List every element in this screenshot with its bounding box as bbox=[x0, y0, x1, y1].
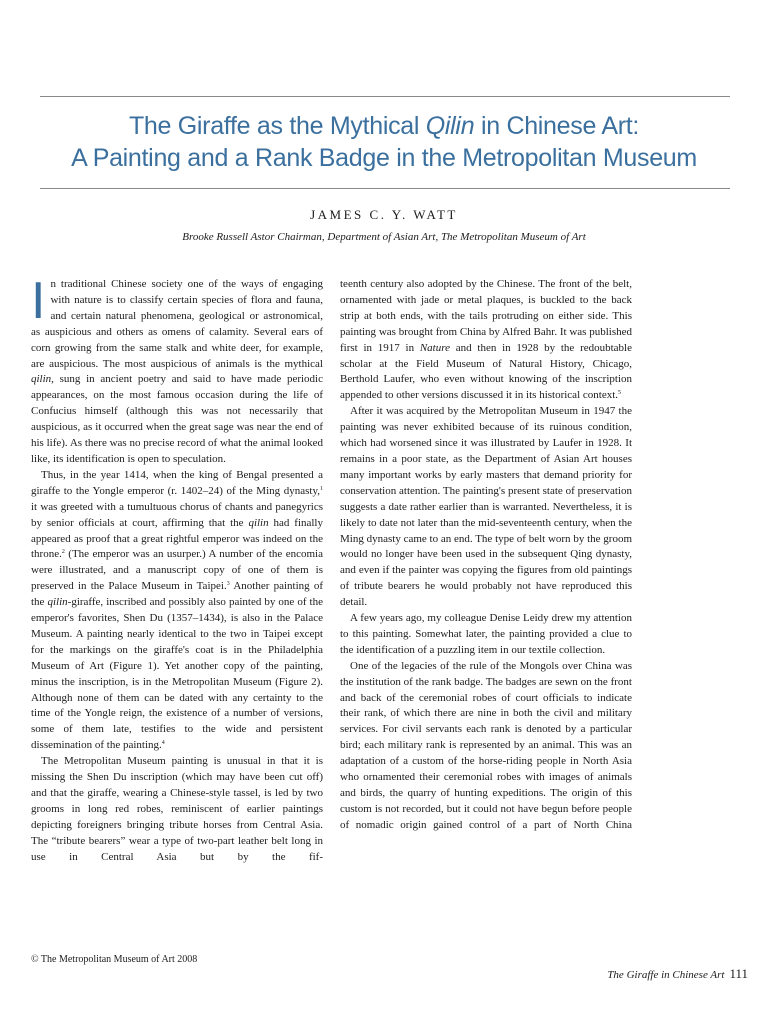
text: Another painting of the bbox=[31, 580, 324, 609]
paragraph: A few years ago, my colleague Denise Leidy drew my attention to this painting. Somewhat later, the painting provided a clue to the identification of a puzzling item in our textile collection. bbox=[340, 612, 632, 656]
paragraph bbox=[31, 272, 323, 468]
text: n traditional Chinese society one of the ways of engaging with nature is to classify certain species of flora and fauna, and certain natural phenomena, geological or astronomical, as auspicious and others as omens of calamity. Several ears of corn growing from the same stalk and white deer, for example, are auspicious. The most auspicious of animals is the mythical bbox=[31, 278, 323, 370]
text: it was greeted with a tumultuous chorus of chants and panegyrics by senior officials at court, affirming that the bbox=[31, 500, 323, 529]
page-number: 111 bbox=[729, 966, 748, 981]
paragraph: After it was acquired by the Metropolitan Museum in 1947 the painting was never exhibited because of its ruinous condition, which had worsened since it was illustrated by Laufer in 1928. It remains in a poor state, as the Department of Asian Art houses many important works by early masters that demand priority for conservation attention. The painting's present state of preservation suggests a date rather earlier than is warranted. Nevertheless, it is likely to date not later than the mid-seventeenth century, when the Ming dynasty came to an end. The type of belt worn by the groom would no longer have been used in the subsequent Qing dynasty, and even if the painter was copying the figures from old paintings of tribute bearers he would probably not have reproduced this detail. bbox=[340, 405, 632, 609]
left-column bbox=[31, 272, 324, 866]
running-head: The Giraffe in Chinese Art bbox=[607, 969, 725, 981]
title-text: in Chinese Art: bbox=[474, 112, 640, 140]
text: , sung in ancient poetry and said to have made periodic appearances, on the most famous occasion during the life of Confucius himself (although this was not necessarily that auspicious, as it occurred when the great sage was near the end of his life). As there was no precise record of what the animal looked like, its identification is open to speculation. bbox=[31, 373, 323, 465]
italic-text: qilin bbox=[47, 596, 68, 609]
copyright-notice: © The Metropolitan Museum of Art 2008 bbox=[31, 954, 198, 965]
text: and then in 1928 by the redoubtable scholar at the Field Museum of Natural History, Chicago, Berthold Laufer, who even without knowing of the inscription appended to other versions discussed it in its historical context. bbox=[340, 341, 632, 402]
running-footer bbox=[607, 966, 748, 982]
author-affiliation: Brooke Russell Astor Chairman, Department of Asian Art, The Metropolitan Museum of Art bbox=[182, 231, 586, 243]
top-rule bbox=[40, 96, 730, 97]
text: had finally appeared as proof that a great rightful emperor was indeed on the throne. bbox=[31, 516, 323, 561]
paragraph: The Metropolitan Museum painting is unusual in that it is missing the Shen Du inscription (which may have been cut off) and that the giraffe, wearing a Chinese-style tassel, is led by two grooms in long red robes, reminiscent of earlier paintings depicting foreigners bringing tribute horses from Central Asia. The “tribute bearers” wear a type of two-part leather belt long in use in Central Asia but by the fif- bbox=[31, 755, 323, 863]
title-text: The Giraffe as the Mythical bbox=[128, 112, 426, 140]
footnote-ref: 1 bbox=[320, 485, 323, 492]
italic-text: qilin bbox=[31, 373, 52, 386]
title-qilin: Qilin bbox=[425, 112, 475, 140]
text: teenth century also adopted by the Chinese. The front of the belt, ornamented with jade or metal plaques, is buckled to the back strip at both ends, with the tails protruding on either side. This painting was brought from China by Alfred Bahr. It was published first in 1917 in bbox=[340, 278, 632, 354]
drop-cap: I bbox=[31, 272, 46, 330]
text: (The emperor was an usurper.) A number of the encomia were illustrated, and a manuscript copy of one of them is preserved in the Palace Museum in Taipei. bbox=[31, 548, 323, 593]
footnote-ref: 3 bbox=[226, 581, 230, 588]
footnote-ref: 4 bbox=[161, 740, 165, 747]
title-line-2: A Painting and a Rank Badge in the Metropolitan Museum bbox=[71, 144, 697, 172]
text: Thus, in the year 1414, when the king of Bengal presented a giraffe to the Yongle emperor (r. 1402–24) of the Ming dynasty, bbox=[31, 468, 323, 497]
author-name: JAMES C. Y. WATT bbox=[310, 207, 458, 222]
italic-text: qilin bbox=[248, 516, 269, 529]
paragraph bbox=[31, 468, 323, 754]
footnote-ref: 5 bbox=[618, 390, 622, 397]
paragraph bbox=[340, 277, 632, 404]
article-title bbox=[0, 110, 768, 174]
paragraph: One of the legacies of the rule of the Mongols over China was the institution of the rank badge. The badges are sewn on the front and back of the ceremonial robes of court officials to indicate their rank, of which there are nine in both the civil and military services. For civil servants each rank is denoted by a particular bird; each military rank is represented by an animal. This was an adaptation of a custom of the horse-riding people in North Asia who ornamented their ceremonial robes with images of animals and birds, the quarry of hunting expeditions. The origin of this custom is not recorded, but it could not have begun before people of nomadic origin gained control of a part of North China bbox=[340, 659, 632, 831]
footnote-ref: 2 bbox=[61, 549, 65, 556]
bottom-rule bbox=[40, 188, 730, 189]
right-column bbox=[340, 277, 632, 834]
title-line-1 bbox=[0, 110, 768, 142]
italic-text: Nature bbox=[419, 341, 450, 354]
text: -giraffe, inscribed and possibly also painted by one of the emperor's favorites, Shen Du (1357–1434), is also in the Palace Museum. A painting nearly identical to the two in Taipei except for the markings on the giraffe's coat is in the Philadelphia Museum of Art (Figure 1). Yet another copy of the painting, minus the inscription, is in the Metropolitan Museum (Figure 2). Although none of them can be dated with any certainty to the time of the Yongle reign, the existence of a number of versions, some of them late, testifies to the wide and persistent dissemination of the painting. bbox=[31, 596, 323, 752]
